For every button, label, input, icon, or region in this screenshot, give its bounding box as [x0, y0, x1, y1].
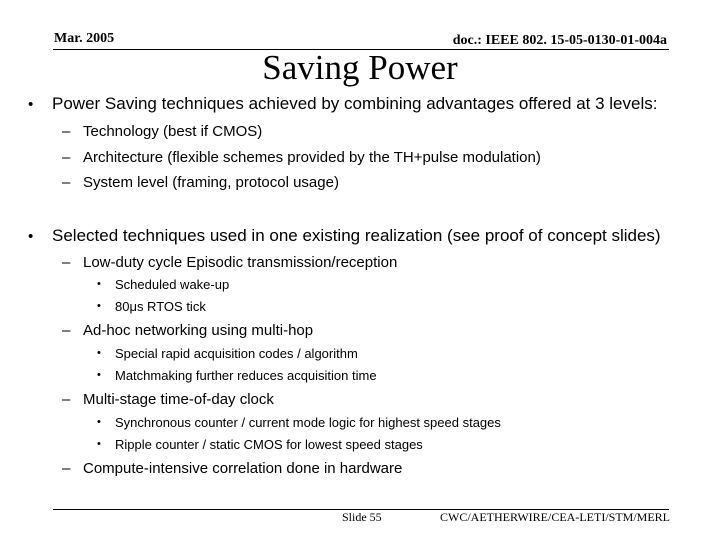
bullet-2-sub-2-item-1: Special rapid acquisition codes / algorithm — [115, 346, 358, 361]
dash-marker: – — [62, 391, 71, 408]
dot-marker: • — [97, 416, 101, 428]
bullet-2-sub-3-item-1: Synchronous counter / current mode logic for highest speed stages — [115, 415, 501, 430]
dash-marker: – — [62, 460, 71, 477]
footer-authors: CWC/AETHERWIRE/CEA-LETI/STM/MERL — [440, 510, 670, 524]
dash-marker: – — [62, 254, 71, 271]
bullet-1-sub-1: Technology (best if CMOS) — [83, 123, 263, 140]
bullet-1-sub-2: Architecture (flexible schemes provided by the TH+pulse modulation) — [83, 149, 541, 166]
footer-slide-number: Slide 55 — [342, 510, 382, 524]
dot-marker: • — [97, 347, 101, 359]
bullet-2-sub-2: Ad-hoc networking using multi-hop — [83, 322, 314, 339]
dot-marker: • — [97, 278, 101, 290]
dot-marker: • — [97, 369, 101, 381]
bullet-marker: • — [28, 96, 34, 113]
bullet-2-text: Selected techniques used in one existing realization (see proof of concept slides) — [52, 226, 661, 245]
header-doc-id: doc.: IEEE 802. 15-05-0130-01-004a — [452, 33, 667, 48]
dash-marker: – — [62, 174, 71, 191]
bullet-2-sub-3: Multi-stage time-of-day clock — [83, 391, 274, 408]
dot-marker: • — [97, 300, 101, 312]
bullet-marker: • — [28, 228, 34, 245]
dot-marker: • — [97, 438, 101, 450]
bullet-2-sub-4: Compute-intensive correlation done in hardware — [83, 460, 403, 477]
bullet-2-sub-1-item-1: Scheduled wake-up — [115, 277, 230, 292]
header-date: Mar. 2005 — [54, 31, 115, 46]
bullet-1-sub-3: System level (framing, protocol usage) — [83, 174, 339, 191]
bullet-1-text: Power Saving techniques achieved by combining advantages offered at 3 levels: — [52, 94, 658, 113]
bullet-2-sub-2-item-2: Matchmaking further reduces acquisition time — [115, 368, 377, 383]
bullet-2-sub-3-item-2: Ripple counter / static CMOS for lowest speed stages — [115, 437, 423, 452]
slide-title: Saving Power — [262, 48, 458, 87]
dash-marker: – — [62, 149, 71, 166]
bullet-2-sub-1: Low-duty cycle Episodic transmission/reception — [83, 254, 398, 271]
dash-marker: – — [62, 322, 71, 339]
dash-marker: – — [62, 123, 71, 140]
bullet-2-sub-1-item-2: 80μs RTOS tick — [115, 299, 206, 314]
